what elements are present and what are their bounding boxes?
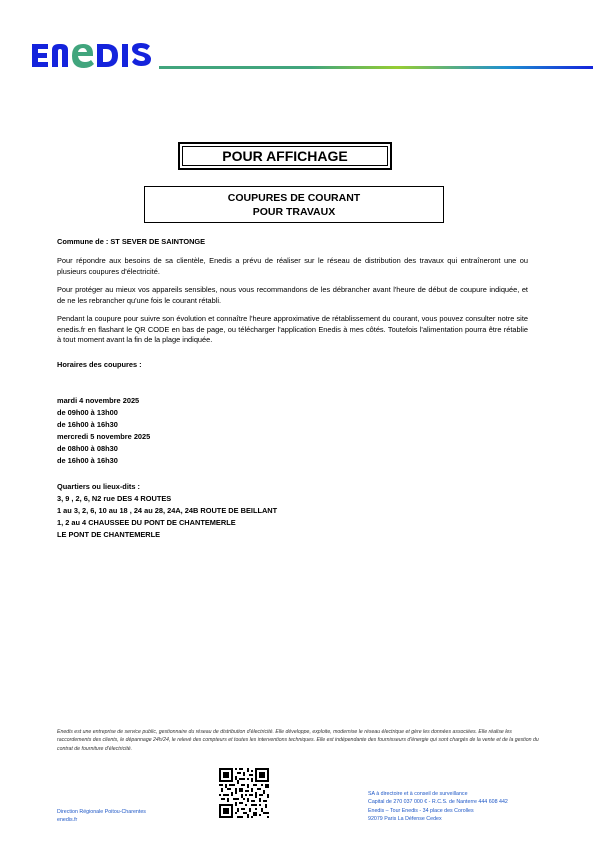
quartier-item: 3, 9 , 2, 6, N2 rue DES 4 ROUTES — [57, 494, 172, 503]
quartier-item: LE PONT DE CHANTEMERLE — [57, 530, 161, 539]
footer-website-link[interactable]: enedis.fr — [57, 817, 78, 824]
affichage-title-box — [178, 142, 392, 170]
paragraph-protect-devices: Pour protéger au mieux vos appareils sensibles, nous vous recommandons de les débrancher avant l'heure de début de coupure indiquée, et de ne les rebrancher qu'une fois le courant rétabli. — [57, 285, 528, 305]
enedis-logo-mark — [30, 40, 155, 72]
header-divider-line — [159, 66, 593, 69]
paragraph-intro: Pour répondre aux besoins de sa clientèle, Enedis a prévu de réaliser sur le réseau de distribution des travaux qui entraîneront une ou plusieurs coupures d'électricité. — [57, 256, 528, 276]
schedule-slot: de 08h00 à 08h30 — [57, 444, 118, 453]
schedule-slot: de 16h00 à 16h30 — [57, 456, 118, 465]
coupures-title-line1: COUPURES DE COURANT — [227, 192, 361, 204]
schedule-slot: de 09h00 à 13h00 — [57, 408, 118, 417]
qr-code-icon[interactable] — [219, 768, 269, 818]
footer-address: Enedis – Tour Enedis - 34 place des Corolles — [368, 807, 474, 814]
quartier-item: 1, 2 au 4 CHAUSSEE DU PONT DE CHANTEMERLE — [57, 518, 236, 527]
footer-direction: Direction Régionale Poitou-Charentes — [57, 809, 146, 815]
coupures-title-line2: POUR TRAVAUX — [252, 206, 336, 218]
quartier-item: 1 au 3, 2, 6, 10 au 18 , 24 au 28, 24A, 24B ROUTE DE BEILLANT — [57, 506, 278, 515]
horaires-label: Horaires des coupures : — [57, 360, 142, 369]
enedis-logo — [30, 40, 155, 79]
commune-label: Commune de : ST SEVER DE SAINTONGE — [57, 237, 206, 246]
schedule-list — [57, 395, 150, 467]
paragraph-follow-outage: Pendant la coupure pour suivre son évolution et connaître l'heure approximative de rétablissement du courant, vous pouvez consulter notre site enedis.fr en flashant le QR CODE en bas de page, ou télécharger l'application Enedis à mes côtés. Toutefois l'alimentation pourra être rétablie à tout moment avant la fin de la plage indiquée. — [57, 314, 528, 345]
footer-postcode: 92079 Paris La Défense Cedex — [368, 815, 442, 822]
footer-right-block — [368, 790, 508, 823]
quartiers-label: Quartiers ou lieux-dits : — [57, 482, 140, 491]
footer-capital: Capital de 270 037 000 € - R.C.S. de Nanterre 444 608 442 — [368, 799, 508, 806]
affichage-title: POUR AFFICHAGE — [182, 146, 388, 166]
quartiers-section — [57, 481, 277, 541]
schedule-slot: de 16h00 à 16h30 — [57, 420, 118, 429]
coupures-title-box — [144, 186, 444, 223]
footer-company-type: SA à directoire et à conseil de surveillance — [368, 791, 468, 797]
schedule-date: mercredi 5 novembre 2025 — [57, 432, 151, 441]
schedule-date: mardi 4 novembre 2025 — [57, 396, 140, 405]
footer-legal-note: Enedis est une entreprise de service public, gestionnaire du réseau de distribution d'électricité. Elle développe, exploite, modernise le réseau électrique et gère les données associées. Elle réalise les raccordements des clients, le dépannage 24h/24, le relevé des compteurs et toutes les interventions techniques. Elle est indépendante des fournisseurs d'énergie qui sont chargés de la vente et de la gestion du contrat de fourniture d'électricité. — [57, 729, 539, 752]
footer-left-block — [57, 808, 146, 825]
